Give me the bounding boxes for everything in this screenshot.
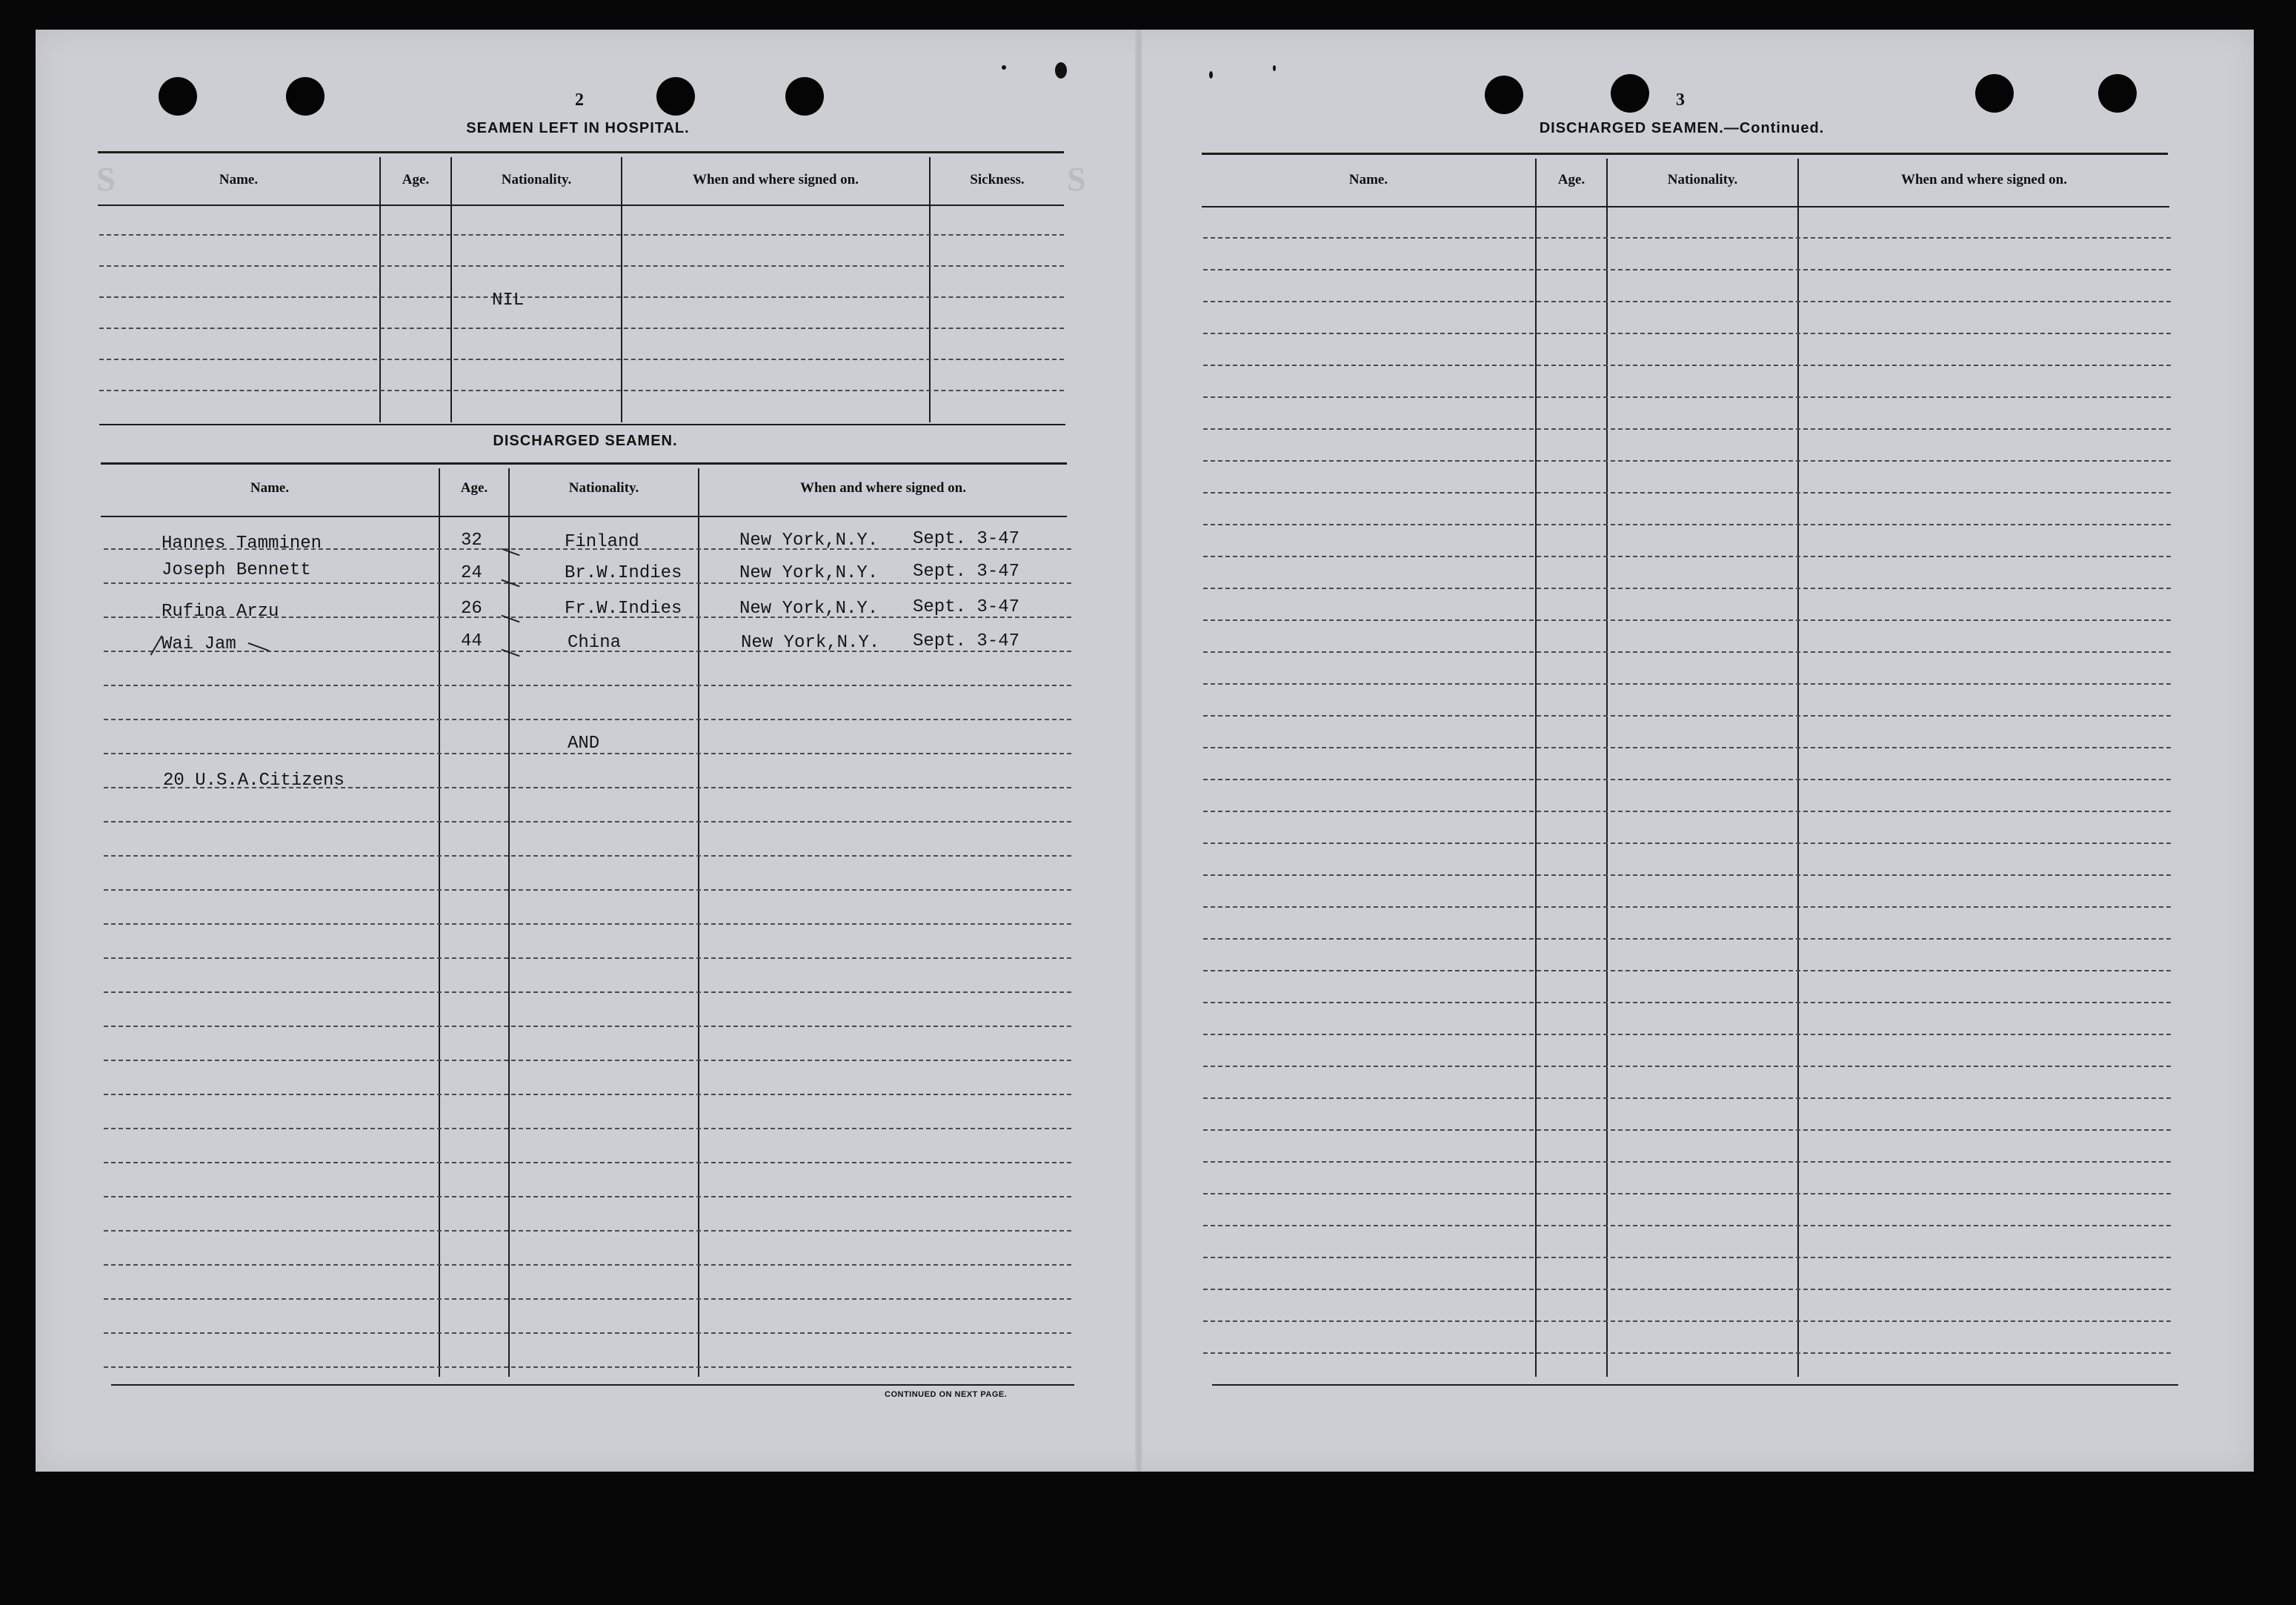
discharged-col-divider <box>508 468 510 1377</box>
ruled-line <box>99 328 1064 329</box>
right-table-top-border <box>1202 153 2168 155</box>
seaman-age: 26 <box>461 599 482 619</box>
punch-hole <box>1611 74 1649 113</box>
ruled-line <box>104 923 1071 925</box>
discharged-section-title: DISCHARGED SEAMEN. <box>493 433 678 449</box>
seaman-signed-date: Sept. 3-47 <box>913 562 1020 582</box>
hospital-header-divider <box>98 205 1064 206</box>
ruled-line <box>1203 715 2171 717</box>
punch-hole <box>656 77 695 116</box>
punch-hole <box>159 77 197 116</box>
hospital-section-title: SEAMEN LEFT IN HOSPITAL. <box>466 120 690 136</box>
right-header-signed-on: When and where signed on. <box>1900 172 2067 187</box>
discharged-header-signed-on: When and where signed on. <box>799 480 966 496</box>
discharged-header-age: Age. <box>460 480 488 496</box>
hospital-col-divider <box>379 157 381 422</box>
hospital-table-top-border <box>98 151 1064 153</box>
discharged-header-nationality: Nationality. <box>568 480 639 496</box>
hospital-col-divider <box>450 157 452 422</box>
page-number-right: 3 <box>1676 90 1685 110</box>
discharged-header-divider <box>101 516 1067 517</box>
ruled-line <box>1203 811 2171 812</box>
ruled-line <box>99 296 1064 298</box>
ruled-line <box>1203 1352 2171 1354</box>
hospital-header-signed-on: When and where signed on. <box>692 172 859 187</box>
seaman-age: 24 <box>461 563 482 583</box>
hospital-entry-nil: NIL <box>492 290 525 310</box>
hospital-table-bottom-border <box>99 424 1065 425</box>
discharged-header-name: Name. <box>250 480 290 496</box>
ruled-line <box>1203 492 2171 494</box>
ruled-line <box>104 1332 1071 1334</box>
ink-speck <box>1273 65 1276 71</box>
seaman-age: 44 <box>461 631 482 651</box>
ruled-line <box>104 855 1071 857</box>
ruled-line <box>1203 1066 2171 1067</box>
ruled-line <box>1203 779 2171 780</box>
ruled-line <box>104 1196 1071 1197</box>
seaman-signed-date: Sept. 3-47 <box>913 631 1020 651</box>
ruled-line <box>104 821 1071 823</box>
hospital-header-nationality: Nationality. <box>501 172 572 187</box>
seaman-name: Joseph Bennett <box>162 560 311 580</box>
continued-footer-note: CONTINUED ON NEXT PAGE. <box>885 1390 1008 1399</box>
ruled-line <box>1203 428 2171 430</box>
ruled-line <box>1203 1097 2171 1099</box>
ruled-line <box>104 1264 1071 1266</box>
ruled-line <box>1203 1289 2171 1290</box>
seaman-signed-date: Sept. 3-47 <box>913 529 1020 549</box>
ruled-line <box>1203 524 2171 525</box>
ruled-line <box>104 1230 1071 1232</box>
ruled-line <box>104 957 1071 959</box>
ruled-line <box>1203 1129 2171 1131</box>
ruled-line <box>1203 1002 2171 1003</box>
ruled-line <box>104 1094 1071 1095</box>
ruled-line <box>1203 460 2171 462</box>
ruled-line <box>1203 301 2171 302</box>
punch-hole <box>286 77 325 116</box>
ruled-line <box>99 234 1064 236</box>
ruled-line <box>1203 1257 2171 1258</box>
ruled-line <box>104 1060 1071 1061</box>
seaman-signed-place: New York,N.Y. <box>739 599 879 619</box>
seaman-name: Wai Jam <box>162 634 236 654</box>
ruled-line <box>1203 1320 2171 1322</box>
ruled-line <box>104 1162 1071 1163</box>
seaman-nationality: Br.W.Indies <box>565 563 682 583</box>
ruled-line <box>104 991 1071 993</box>
right-table-bottom-border <box>1212 1384 2178 1386</box>
discharged-col-divider <box>439 468 440 1377</box>
ruled-line <box>1203 1034 2171 1035</box>
ruled-line <box>104 889 1071 891</box>
ruled-line <box>1203 556 2171 557</box>
punch-hole <box>785 77 824 116</box>
discharged-table-bottom-border <box>111 1384 1074 1386</box>
ruled-line <box>1203 588 2171 589</box>
ruled-line <box>104 1026 1071 1027</box>
ruled-line <box>1203 843 2171 844</box>
ruled-line <box>1203 747 2171 748</box>
seaman-age: 32 <box>461 531 482 551</box>
ruled-line <box>99 265 1064 267</box>
ink-speck <box>1002 65 1006 70</box>
ruled-line <box>99 359 1064 360</box>
document-sheet <box>36 30 2254 1472</box>
ruled-line <box>104 685 1071 686</box>
discharged-col-divider <box>698 468 699 1377</box>
ruled-line <box>104 1366 1071 1368</box>
ruled-line <box>1203 333 2171 334</box>
hospital-col-divider <box>621 157 622 422</box>
right-section-title: DISCHARGED SEAMEN.—Continued. <box>1539 120 1825 136</box>
seaman-signed-place: New York,N.Y. <box>741 633 880 653</box>
ruled-line <box>1203 651 2171 653</box>
ruled-line <box>104 1128 1071 1129</box>
ruled-line <box>1203 683 2171 685</box>
punch-hole <box>1975 74 2014 113</box>
right-header-nationality: Nationality. <box>1667 172 1738 187</box>
ruled-line <box>99 390 1064 391</box>
and-text: AND <box>568 734 600 754</box>
ruled-line <box>1203 970 2171 971</box>
ruled-line <box>1203 874 2171 876</box>
page-gutter <box>1135 30 1142 1472</box>
ink-speck <box>1209 71 1213 79</box>
seaman-signed-date: Sept. 3-47 <box>913 597 1020 617</box>
ruled-line <box>1203 269 2171 270</box>
hospital-header-sickness: Sickness. <box>970 172 1025 187</box>
discharged-table-top-border <box>101 462 1067 465</box>
hospital-header-name: Name. <box>219 172 259 187</box>
ruled-line <box>1203 237 2171 239</box>
hospital-col-divider <box>929 157 931 422</box>
citizens-count-text: 20 U.S.A.Citizens <box>163 771 345 791</box>
ruled-line <box>1203 938 2171 940</box>
ruled-line <box>1203 619 2171 621</box>
ink-speck <box>1055 62 1067 79</box>
seaman-signed-place: New York,N.Y. <box>739 563 879 583</box>
punch-hole <box>2098 74 2137 113</box>
right-header-divider <box>1202 206 2169 207</box>
seaman-name: Rufina Arzu <box>162 602 279 622</box>
ruled-line <box>1203 906 2171 908</box>
seaman-nationality: China <box>568 633 622 653</box>
right-header-age: Age. <box>1557 172 1585 187</box>
ruled-line <box>104 719 1071 720</box>
right-header-name: Name. <box>1348 172 1388 187</box>
punch-hole <box>1485 76 1523 114</box>
ruled-line <box>1203 365 2171 366</box>
ruled-line <box>1203 396 2171 398</box>
seaman-nationality: Fr.W.Indies <box>565 599 682 619</box>
page-number-left: 2 <box>575 90 584 110</box>
ruled-line <box>1203 1161 2171 1163</box>
bleed-through-text: S <box>1067 160 1094 198</box>
ruled-line <box>1203 1193 2171 1194</box>
bleed-through-text: S <box>96 160 123 198</box>
seaman-name: Hannes Tamminen <box>162 534 322 554</box>
ruled-line <box>1203 1225 2171 1226</box>
ruled-line <box>104 1298 1071 1300</box>
seaman-nationality: Finland <box>565 532 639 552</box>
hospital-header-age: Age. <box>402 172 430 187</box>
seaman-signed-place: New York,N.Y. <box>739 531 879 551</box>
